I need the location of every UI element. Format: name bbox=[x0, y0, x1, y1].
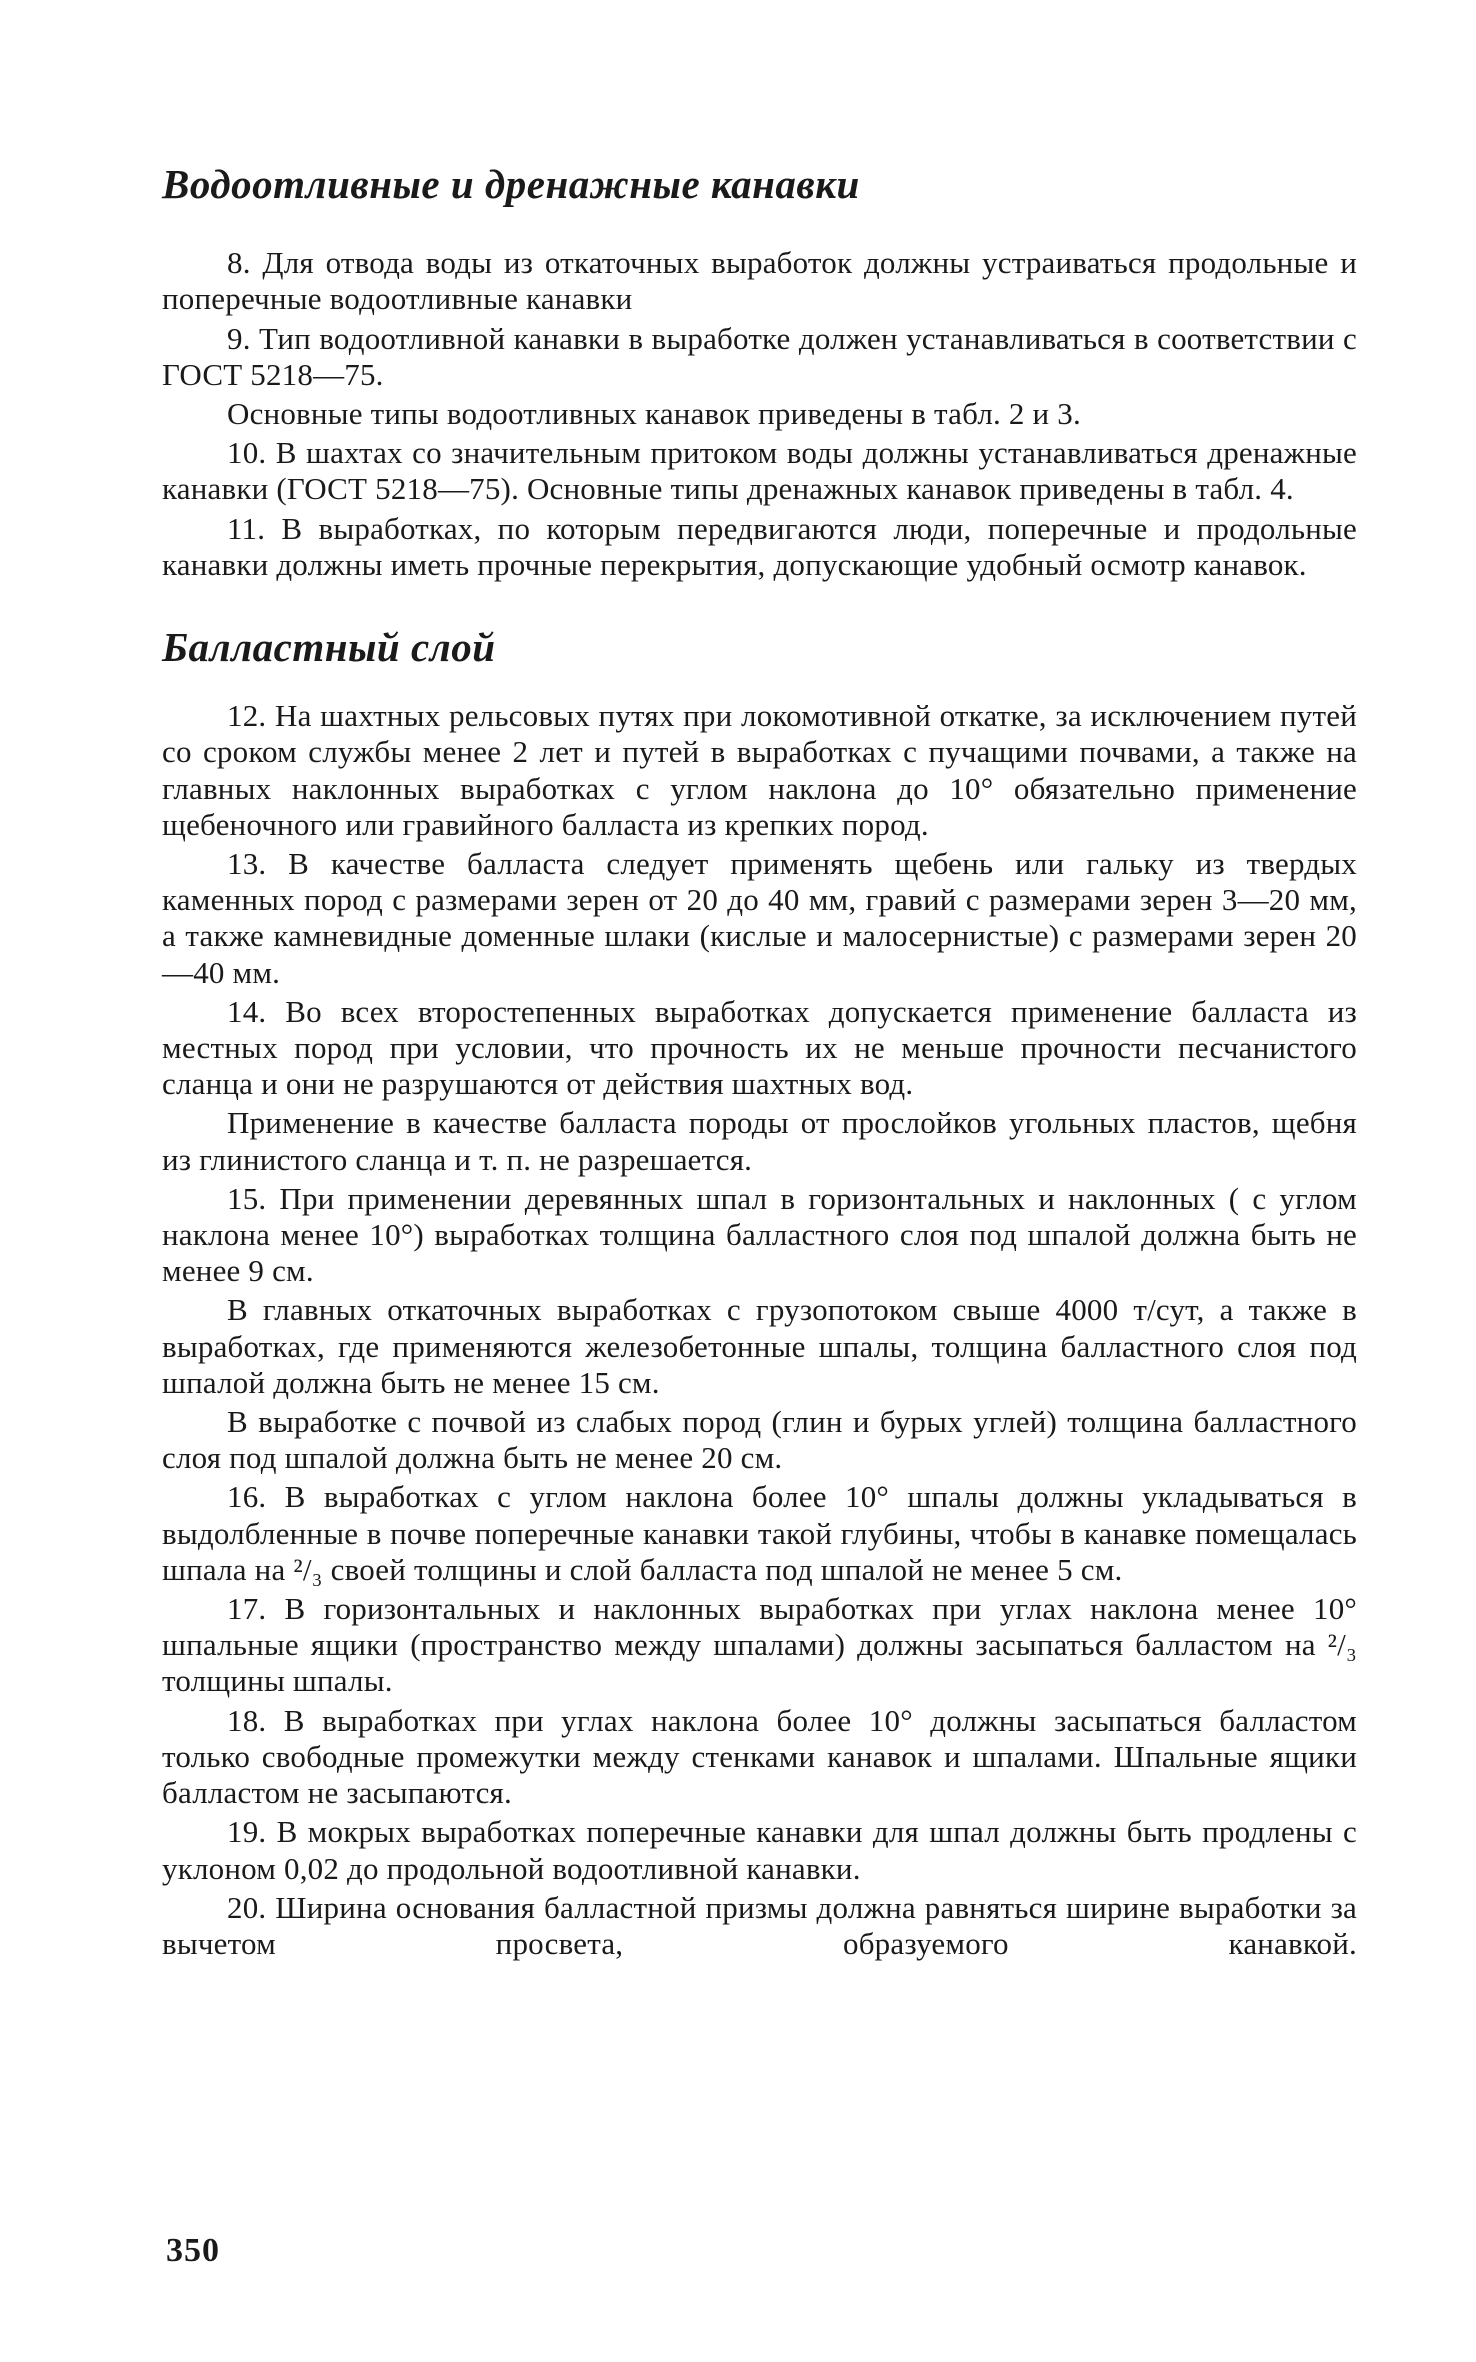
paragraph-17: 17. В горизонтальных и наклонных выработках при углах наклона менее 10° шпальные ящики (пространство между шпалами) должны засыпаться балластом на ²/₃ толщины шпалы. bbox=[162, 1591, 1357, 1699]
paragraph-18: 18. В выработках при углах наклона более 10° должны засыпаться балластом только свободные промежутки между стенками канавок и шпалами. Шпальные ящики балластом не засыпаются. bbox=[162, 1702, 1357, 1811]
paragraph-14-note: Применение в качестве балласта породы от прослойков угольных пластов, щебня из глинистого сланца и т. п. не разрешается. bbox=[162, 1105, 1357, 1177]
paragraph-16: 16. В выработках с углом наклона более 10° шпалы должны укладываться в выдолбленные в почве поперечные канавки такой глубины, чтобы в канавке помещалась шпала на ²/₃ своей толщины и слой балласта под шпалой не менее 5 см. bbox=[162, 1479, 1357, 1587]
paragraph-15-note-a: В главных откаточных выработках с грузопотоком свыше 4000 т/сут, а также в выработках, где применяются железобетонные шпалы, толщина балластного слоя под шпалой должна быть не менее 15 см. bbox=[162, 1292, 1357, 1400]
paragraph-15: 15. При применении деревянных шпал в горизонтальных и наклонных ( с углом наклона менее 10°) выработках толщина балластного слоя под шпалой должна быть не менее 9 см. bbox=[162, 1180, 1357, 1289]
page-content bbox=[162, 160, 1357, 1965]
paragraph-15-note-b: В выработке с почвой из слабых пород (глин и бурых углей) толщина балластного слоя под шпалой должна быть не менее 20 см. bbox=[162, 1404, 1357, 1476]
paragraph-9-note: Основные типы водоотливных канавок приведены в табл. 2 и 3. bbox=[227, 396, 1081, 431]
page-number: 350 bbox=[166, 2232, 220, 2269]
section-title-drainage: Водоотливные и дренажные канавки bbox=[162, 161, 860, 207]
paragraph-8: 8. Для отвода воды из откаточных выработок должны устраиваться продольные и поперечные водоотливные канавки bbox=[162, 245, 1357, 317]
paragraph-12: 12. На шахтных рельсовых путях при локомотивной откатке, за исключением путей со сроком службы менее 2 лет и путей в выработках с пучащими почвами, а также на главных наклонных выработках с углом наклона до 10° обязательно применение щебеночного или гравийного балласта из крепких пород. bbox=[162, 698, 1357, 842]
paragraph-10: 10. В шахтах со значительным притоком воды должны устанавливаться дренажные канавки (ГОСТ 5218—75). Основные типы дренажных канавок приведены в табл. 4. bbox=[162, 435, 1357, 507]
paragraph-20: 20. Ширина основания балластной призмы должна равняться ширине выработки за вычетом просвета, образуемого канавкой. bbox=[162, 1889, 1357, 1961]
section-title-ballast: Балластный слой bbox=[162, 624, 496, 671]
paragraph-11: 11. В выработках, по которым передвигаются люди, поперечные и продольные канавки должны иметь прочные перекрытия, допускающие удобный осмотр канавок. bbox=[162, 510, 1357, 582]
paragraph-9: 9. Тип водоотливной канавки в выработке должен устанавливаться в соответствии с ГОСТ 5218—75. bbox=[162, 320, 1357, 392]
paragraph-13: 13. В качестве балласта следует применять щебень или гальку из твердых каменных пород с размерами зерен от 20 до 40 мм, гравий с размерами зерен 3—20 мм, а также камневидные доменные шлаки (кислые и малосернистые) с размерами зерен 20—40 мм. bbox=[162, 846, 1357, 990]
paragraph-14: 14. Во всех второстепенных выработках допускается применение балласта из местных пород при условии, что прочность их не меньше прочности песчанистого сланца и они не разрушаются от действия шахтных вод. bbox=[162, 993, 1357, 1102]
paragraph-19: 19. В мокрых выработках поперечные канавки для шпал должны быть продлены с уклоном 0,02 до продольной водоотливной канавки. bbox=[162, 1814, 1357, 1886]
